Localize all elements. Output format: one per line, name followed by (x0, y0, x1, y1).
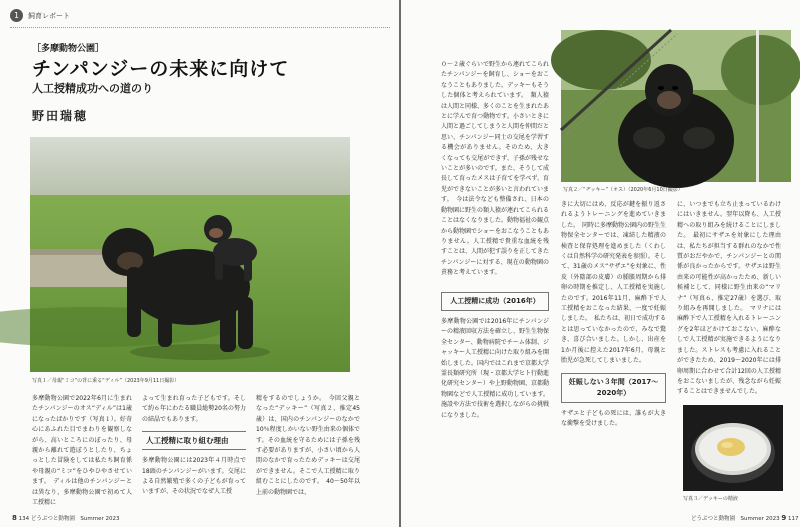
section-number-badge: 1 (10, 9, 23, 22)
right-column-1b (441, 286, 549, 506)
photo-sperm-sample-dish (683, 405, 783, 491)
left-magazine-name: どうぶつと動物園 Summer 2023 (30, 516, 120, 522)
header-divider (10, 27, 390, 28)
left-column-1: 多摩動物公園で2022年6月に生まれたチンパンジーのオス“ディル”は1歳になったばかりです（写真１）。好奇心にあふれた目でまわりを観察しながら、高いところにのぼったり、母親から離れて遊ぼうとしたり、ちょっとした冒険をしては私たち飼育係や母親の“ミコ”をひやひやさせています。 ディルは他のチンパンジーとは異なり、多摩動物公園で初めて人工授精に (32, 395, 132, 507)
left-page (0, 0, 399, 527)
right-page-number: 9 (781, 514, 787, 522)
right-page-footer (691, 514, 798, 522)
article-category: ［多摩動物公園］ (32, 44, 105, 54)
article-title: チンパンジーの未来に向けて (32, 58, 290, 80)
right-page (401, 0, 800, 527)
right-column-3: に、いつまでも立ち止まっているわけにはいきません。翌年以降も、人工授精への取り組みを続けることにしました。 最初にサザエを対象にした理由は、私たちが担当する群れのなかで性質がおだやかで、チンパンジーとの関係が良かったからです。サザエは野生由来の可能性が高かったため、新しい候補として、同様に野生由来の“マリナ”（写真６、推定27歳）を選び、取り組みを再開しました。 マリナには麻酔下で人工授精を入れるトレーニングを2年ほどかけておこない、麻酔なしで人工授精が実施できるようになりました。ストレスも考慮に入れることができたため、2019～2020年には排卵周期に合わせて合計12回の人工授精をおこないましたが、残念ながら妊娠することはできませんでした。 (677, 201, 781, 396)
photo2-caption: 写真２／“ヂッキー”（オス）（2020年6月10日撮影） (563, 187, 683, 193)
right-column-2-text-c: サザエと子どもの死には、誰もが大きな衝撃を受けました。 (561, 409, 666, 427)
left-column-3: 精をするのでしょうか。 今回父親となった“デッキー”（写真２、推定45歳）は、国内のチンパンジーのなかで10％程度しかいない野生由来の個体です。その血統を守るためには子孫を残す必要がありますが、小さい頃から人間のなかで育ったためデッキーは交尾ができません。そこで人工授精に取り組むことにしたのです。 40～50年以上前の動物園では、 (256, 395, 360, 496)
section-label: 飼育レポート (28, 11, 70, 20)
photo1-caption: 写真１／母親“ミコ”の背に乗る“ディル”（2023年9月11日撮影） (32, 378, 180, 384)
section-heading-reason: 人工授精に取り組む理由 (142, 431, 246, 450)
left-column-2-text-a: よって生まれ育った子どもです。そして約６年にわたる職員総勢20名の努力の結晶でもあります。 (142, 395, 246, 423)
right-column-1b-text: 多摩動物公園では2016年にチンパンジーの精液回収方法を確立し、野生生物保全センター、動物病院でチーム体制、ジャッキー人工授精に向けた取り組みを開始しました。国内ではこれまで京都大学霊長類研究所（現・京都大学ヒト行動進化研究センター）や上野動物園、京都動物園などで人工授精に成功しています。施設や方法で技術を選択しながらの挑戦になりました。 (441, 318, 550, 419)
right-column-2 (561, 200, 666, 505)
photo3-caption: 写真３／デッキーの精液 (683, 496, 738, 502)
article-subtitle: 人工授精成功への道のり (32, 82, 153, 95)
left-column-2 (142, 394, 246, 504)
photo-male-chimpanzee (561, 30, 791, 182)
section-heading-three-years: 妊娠しない３年間（2017～2020年） (561, 373, 666, 403)
left-page-number: 8 (12, 514, 17, 522)
left-page-number-alt: 134 (18, 516, 30, 522)
right-magazine-name: どうぶつと動物園 Summer 2023 (691, 516, 780, 522)
section-header (10, 9, 70, 22)
photo-mother-and-baby-chimpanzee (30, 137, 350, 372)
section-heading-success: 人工授精に成功（2016年） (441, 292, 549, 311)
left-column-2-text-b: 多摩動物公園には2023年４月時点で18頭のチンパンジーがいます。交尾による自然繁殖で多くの子どもが育っていますが、その状況でなぜ人工授 (142, 457, 246, 496)
right-column-1a: ０～２歳ぐらいで野生から連れてこられたチンパンジーを飼育し、ショーをおこなうこともありました。デッキーもそうした個体と考えられています。 類人猿は人間と同様、多くのことを生まれたあとに学んで育つ動物です。小さいときに人間と過ごしてしまうと人間を仲間だと思い、チンパンジー同士の交尾を学習する機会がありません。そのため、大きくなっても交尾ができず、子孫が残せないことが多いのです。また、そうして成長して育ったメスは子育てを学べず、育児ができないことが多いと言われています。 今は法令なども整備され、日本の動物園に野生の類人猿が連れてこられることはなくなりました。動物福祉の観点から動物園でショーをおこなうこともありません。人工授精で貴重な血統を残すことは、人間が犯す誤りを正してきたチンパンジーに対する、現在の動物園の責務と考えています。 (441, 61, 550, 277)
right-page-number-alt: 117 (787, 516, 799, 522)
left-page-footer (12, 514, 119, 522)
article-author: 野田瑞穂 (32, 109, 89, 123)
right-column-2-text-b: きに大切にはめ、反応が鍵を振り返されるようトレーニングを進めていきました。 同時に多摩動物公園内の野生生物保全センターでは、凍結した精液の検査と保存処理を進めました（くわしくは自然科学の研究発表を参照）。そして、31歳のメス“サザエ”を対象に、性皮（外陰部の皮膚）の腫脹周期から排卵の時期を推定し、人工授精を実施したのです。2016年11月、麻酔下で人工授精をおこなった結果、一度で妊娠しました。 私たちは、初日で成功するとは思っていなかったので、みなで驚き、喜び合いました。しかし、出産を1か月後に控えた2017年6月、母親と胎児が急死してしまいました。 (561, 201, 667, 365)
